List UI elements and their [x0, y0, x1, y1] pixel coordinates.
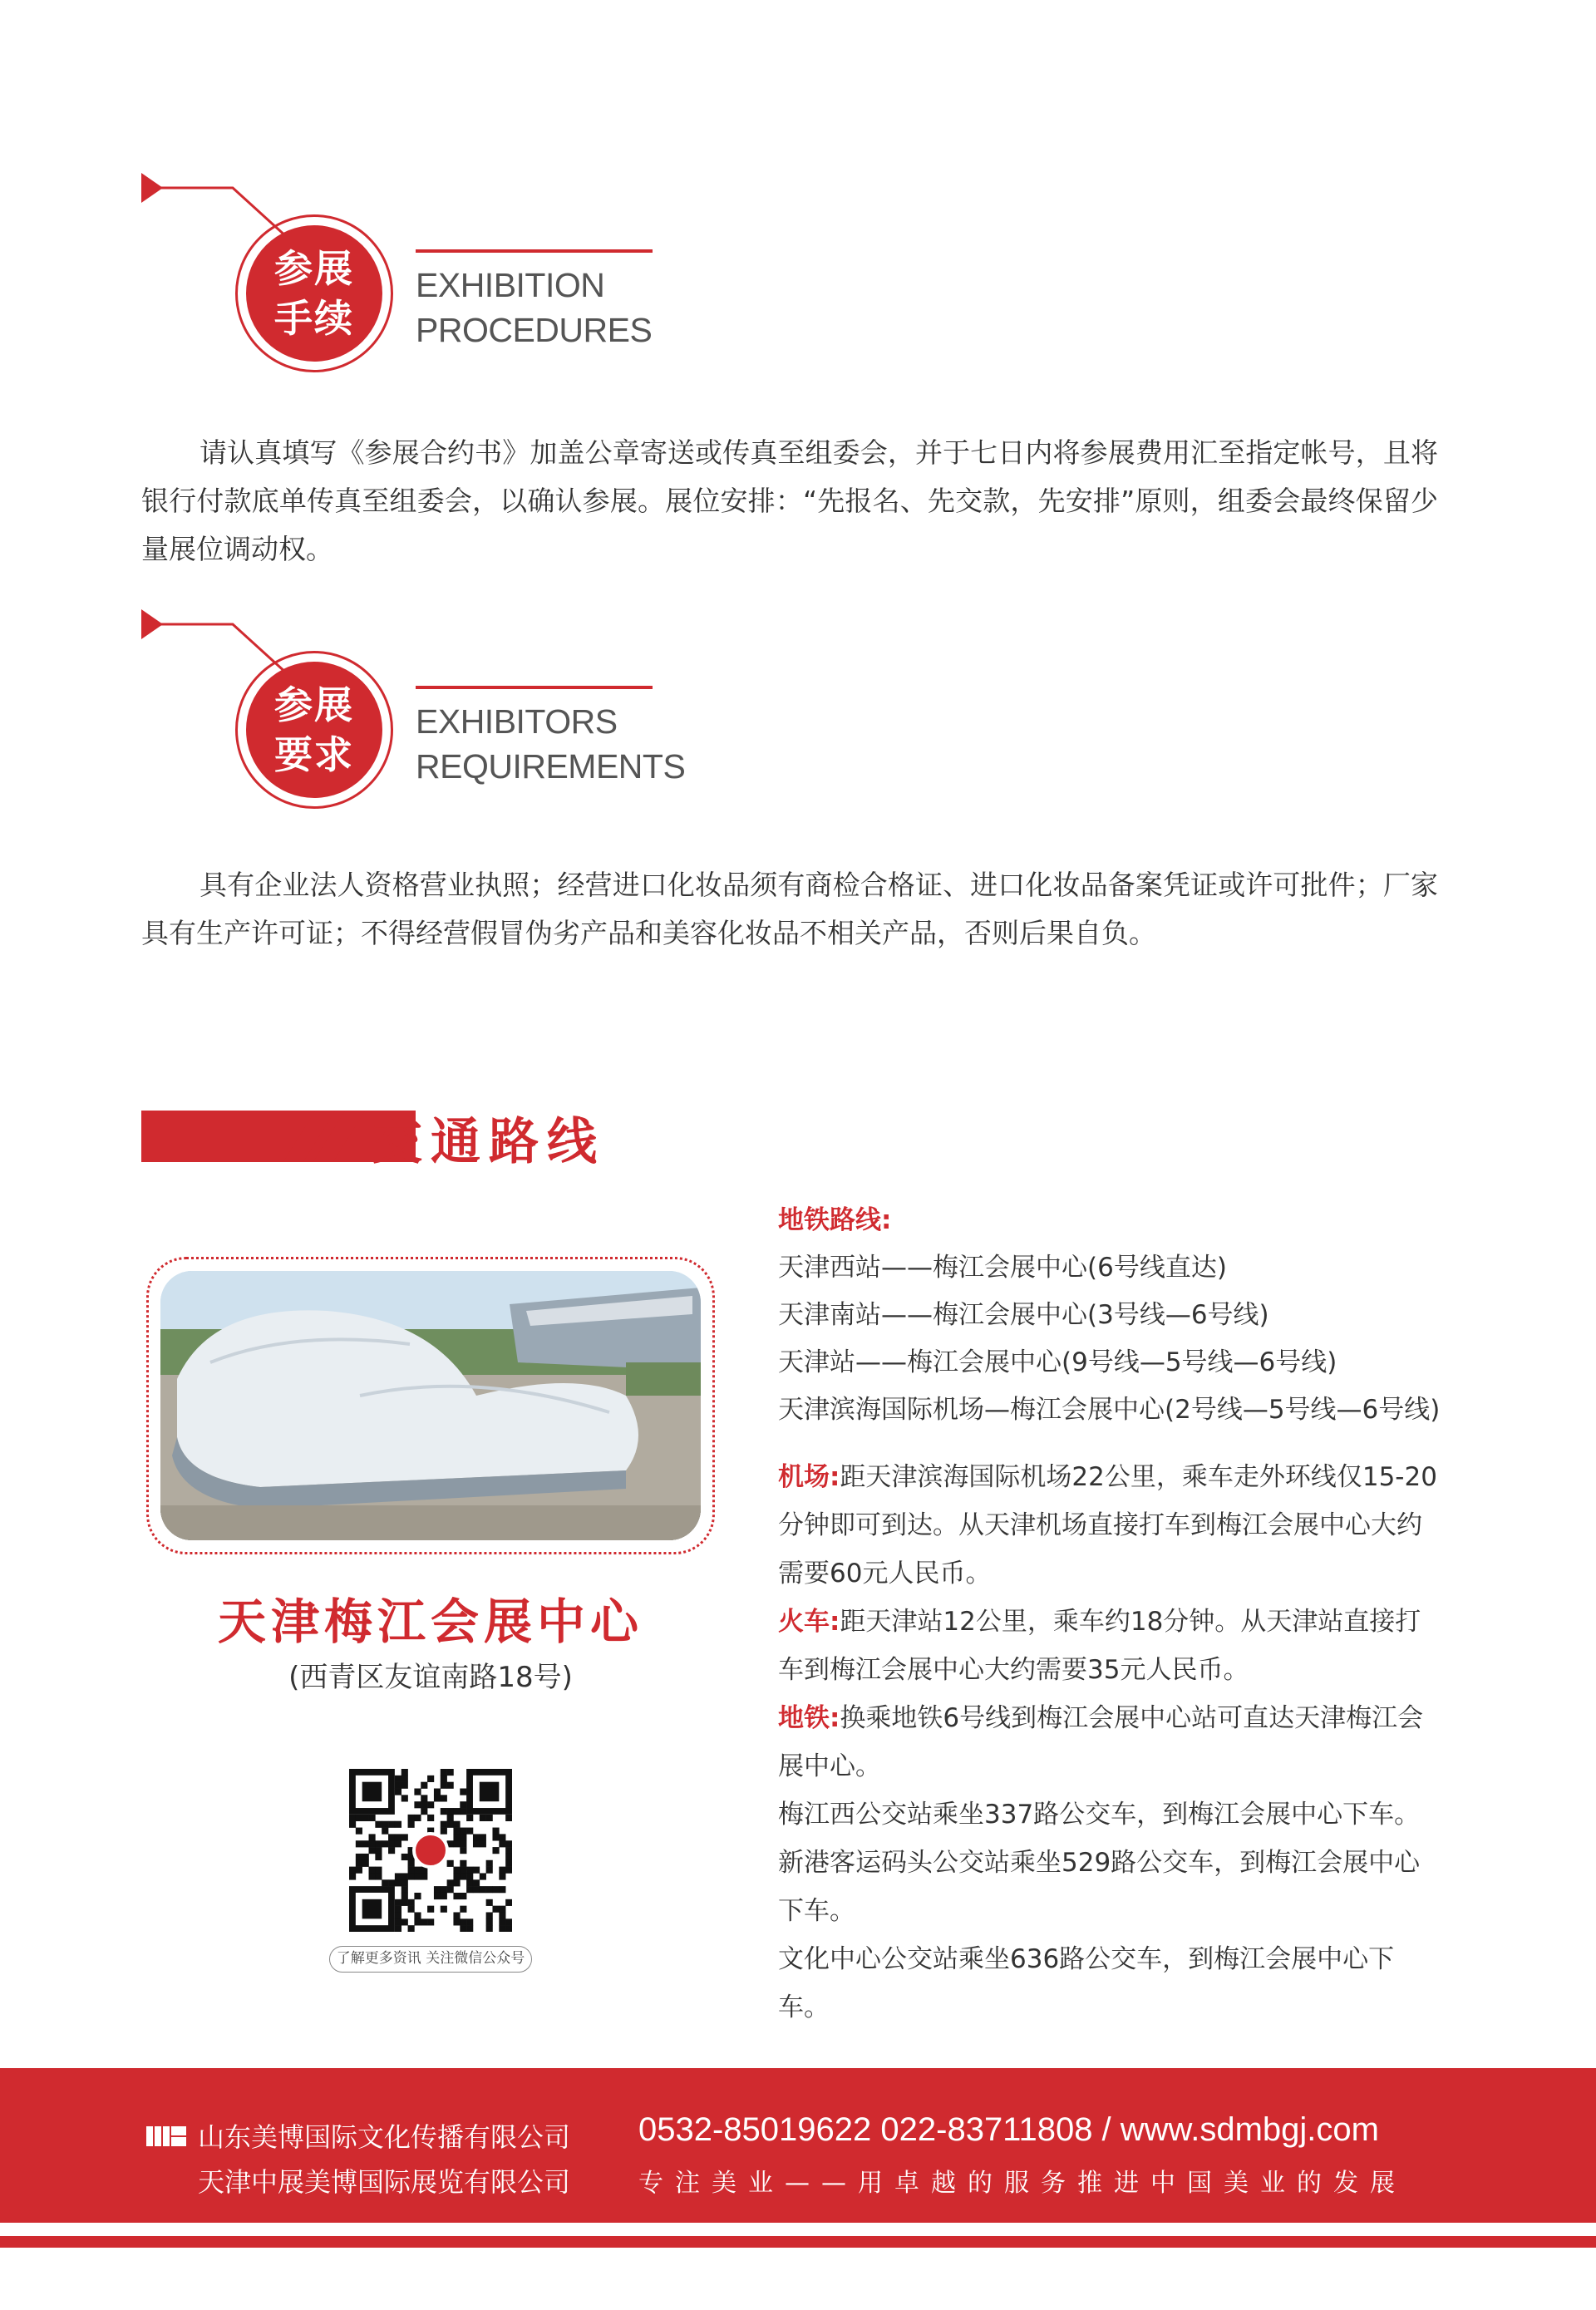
bus-route-3: 文化中心公交站乘坐636路公交车，到梅江会展中心下车。	[778, 1944, 1395, 2022]
traffic-title: 交通路线	[372, 1113, 605, 1171]
airport-info	[778, 1453, 1443, 1598]
metro-line-2: 天津南站——梅江会展中心(3号线—6号线)	[778, 1300, 1269, 1330]
procedures-english-title	[416, 263, 652, 352]
subway-info	[778, 1694, 1443, 1790]
airport-text: 距天津滨海国际机场22公里，乘车走外环线仅15-20分钟即可到达。从天津机场直接打车到梅江会展中心大约需要60元人民币。	[778, 1462, 1437, 1588]
requirements-badge	[235, 651, 393, 809]
badge-text-line2: 手续	[274, 296, 354, 341]
qr-caption: 了解更多资讯 关注微信公众号	[329, 1946, 532, 1973]
en-title-line2: PROCEDURES	[416, 311, 653, 349]
badge-text-line1: 参展	[274, 246, 354, 291]
venue-photo-frame	[146, 1257, 715, 1554]
qr-code-icon	[349, 1769, 512, 1932]
en-title-line2: REQUIREMENTS	[416, 747, 686, 786]
procedures-header	[141, 173, 723, 372]
airport-label: 机场:	[778, 1462, 840, 1492]
wechat-qr-code[interactable]	[349, 1769, 512, 1932]
requirements-body: 具有企业法人资格营业执照；经营进口化妆品须有商检合格证、进口化妆品备案凭证或许可批件；厂家具有生产许可证；不得经营假冒伪劣产品和美容化妆品不相关产品，否则后果自负。	[141, 869, 1438, 949]
footer-stripe	[0, 2236, 1596, 2248]
company-name-2: 天津中展美博国际展览有限公司	[198, 2166, 571, 2198]
metro-heading: 地铁路线:	[778, 1205, 892, 1235]
venue-address: (西青区友谊南路18号)	[288, 1661, 573, 1694]
header-divider	[416, 249, 653, 253]
train-info	[778, 1598, 1443, 1694]
requirements-header	[141, 609, 723, 809]
metro-line-4: 天津滨海国际机场—梅江会展中心(2号线—5号线—6号线)	[778, 1395, 1441, 1425]
convention-center-illustration	[160, 1271, 701, 1540]
procedures-badge	[235, 214, 393, 372]
train-text: 距天津站12公里，乘车约18分钟。从天津站直接打车到梅江会展中心大约需要35元人民币。	[778, 1607, 1421, 1685]
bus-route-2: 新港客运码头公交站乘坐529路公交车，到梅江会展中心下车。	[778, 1848, 1421, 1926]
badge-text-line2: 要求	[274, 732, 354, 777]
en-title-line1: EXHIBITION	[416, 266, 605, 304]
train-label: 火车:	[778, 1607, 840, 1637]
requirements-english-title	[416, 699, 685, 789]
subway-label: 地铁:	[778, 1703, 840, 1733]
metro-line-3: 天津站——梅江会展中心(9号线—5号线—6号线)	[778, 1347, 1337, 1377]
footer-contact[interactable]: 0532-85019622 022-83711808 / www.sdmbgj.com	[638, 2111, 1379, 2148]
en-title-line1: EXHIBITORS	[416, 702, 618, 741]
badge-text-line1: 参展	[274, 682, 354, 727]
metro-line-1: 天津西站——梅江会展中心(6号线直达)	[778, 1253, 1227, 1283]
bus-route-1: 梅江西公交站乘坐337路公交车，到梅江会展中心下车。	[778, 1800, 1421, 1830]
venue-photo	[160, 1271, 701, 1540]
metro-routes	[778, 1197, 1443, 1434]
procedures-body: 请认真填写《参展合约书》加盖公章寄送或传真至组委会，并于七日内将参展费用汇至指定帐号，且将银行付款底单传真至组委会，以确认参展。展位安排：“先报名、先交款，先安排”原则，组委会最终保留少量展位调动权。	[141, 436, 1438, 565]
subway-text: 换乘地铁6号线到梅江会展中心站可直达天津梅江会展中心。	[778, 1703, 1424, 1781]
venue-name: 天津梅江会展中心	[217, 1593, 643, 1650]
transport-details	[778, 1453, 1443, 2032]
footer-slogan: 专注美业——用卓越的服务推进中国美业的发展	[638, 2169, 1406, 2198]
company-name-1: 山东美博国际文化传播有限公司	[198, 2121, 571, 2153]
company-logo-icon	[146, 2125, 186, 2148]
header-divider	[416, 686, 653, 689]
